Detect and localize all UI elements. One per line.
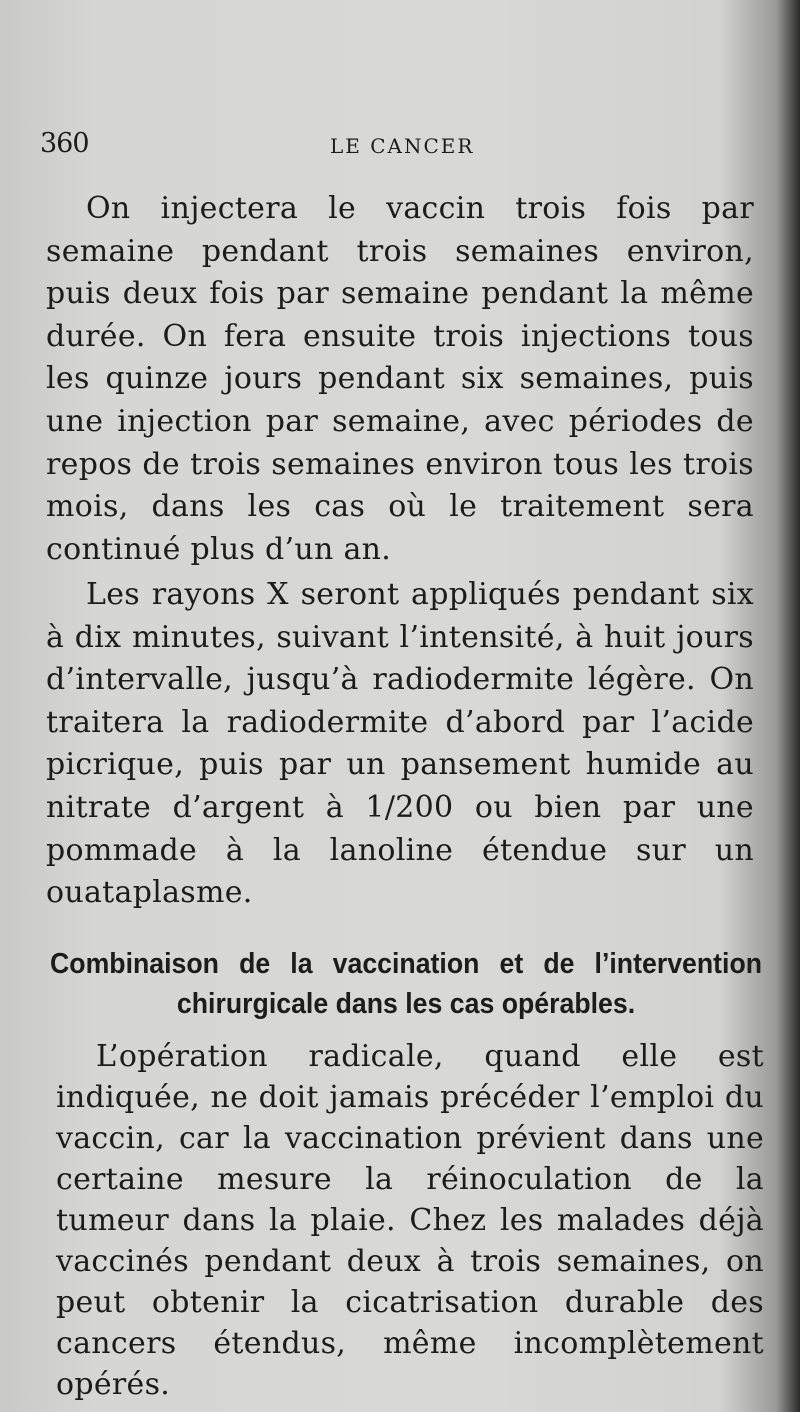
paragraph-surgery: L’opération radicale, quand elle est indiquée, ne doit jamais précéder l’emploi du vaccin, car la vaccination prévient dans une certaine mesure la réinoculation de la tumeur dans la plaie. Chez les malades déjà vaccinés pendant deux à trois semaines, on peut obtenir la cicatrisation durable des cancers étendus, même incomplètement opérés. [56,1039,764,1402]
running-title: LE CANCER [330,134,475,158]
paragraph-x-rays-block [46,574,754,915]
page-number: 360 [40,128,89,159]
page-header [40,128,760,164]
paragraph-vaccine-schedule: On injectera le vaccin trois fois par semaine pendant trois semaines environ, puis deux fois par semaine pendant la même durée. On fera ensuite trois injections tous les quinze jours pendant six semaines, puis une injection par semaine, avec périodes de repos de trois semaines environ tous les trois mois, dans les cas où le traitement sera continué plus d’un an. [46,191,754,567]
paragraph-surgery-block [56,1036,764,1405]
paragraph-vaccine-schedule-block [46,188,754,571]
paragraph-x-rays: Les rayons X seront appliqués pendant six à dix minutes, suivant l’intensité, à huit jours d’intervalle, jusqu’à radiodermite légère. On traitera la radiodermite d’abord par l’acide picrique, puis par un pansement humide au nitrate d’argent à 1/200 ou bien par une pommade à la lanoline étendue sur un ouataplasme. [46,577,754,911]
section-heading: Combinaison de la vaccination et de l’intervention chirurgicale dans les cas opérables. [50,948,763,1020]
